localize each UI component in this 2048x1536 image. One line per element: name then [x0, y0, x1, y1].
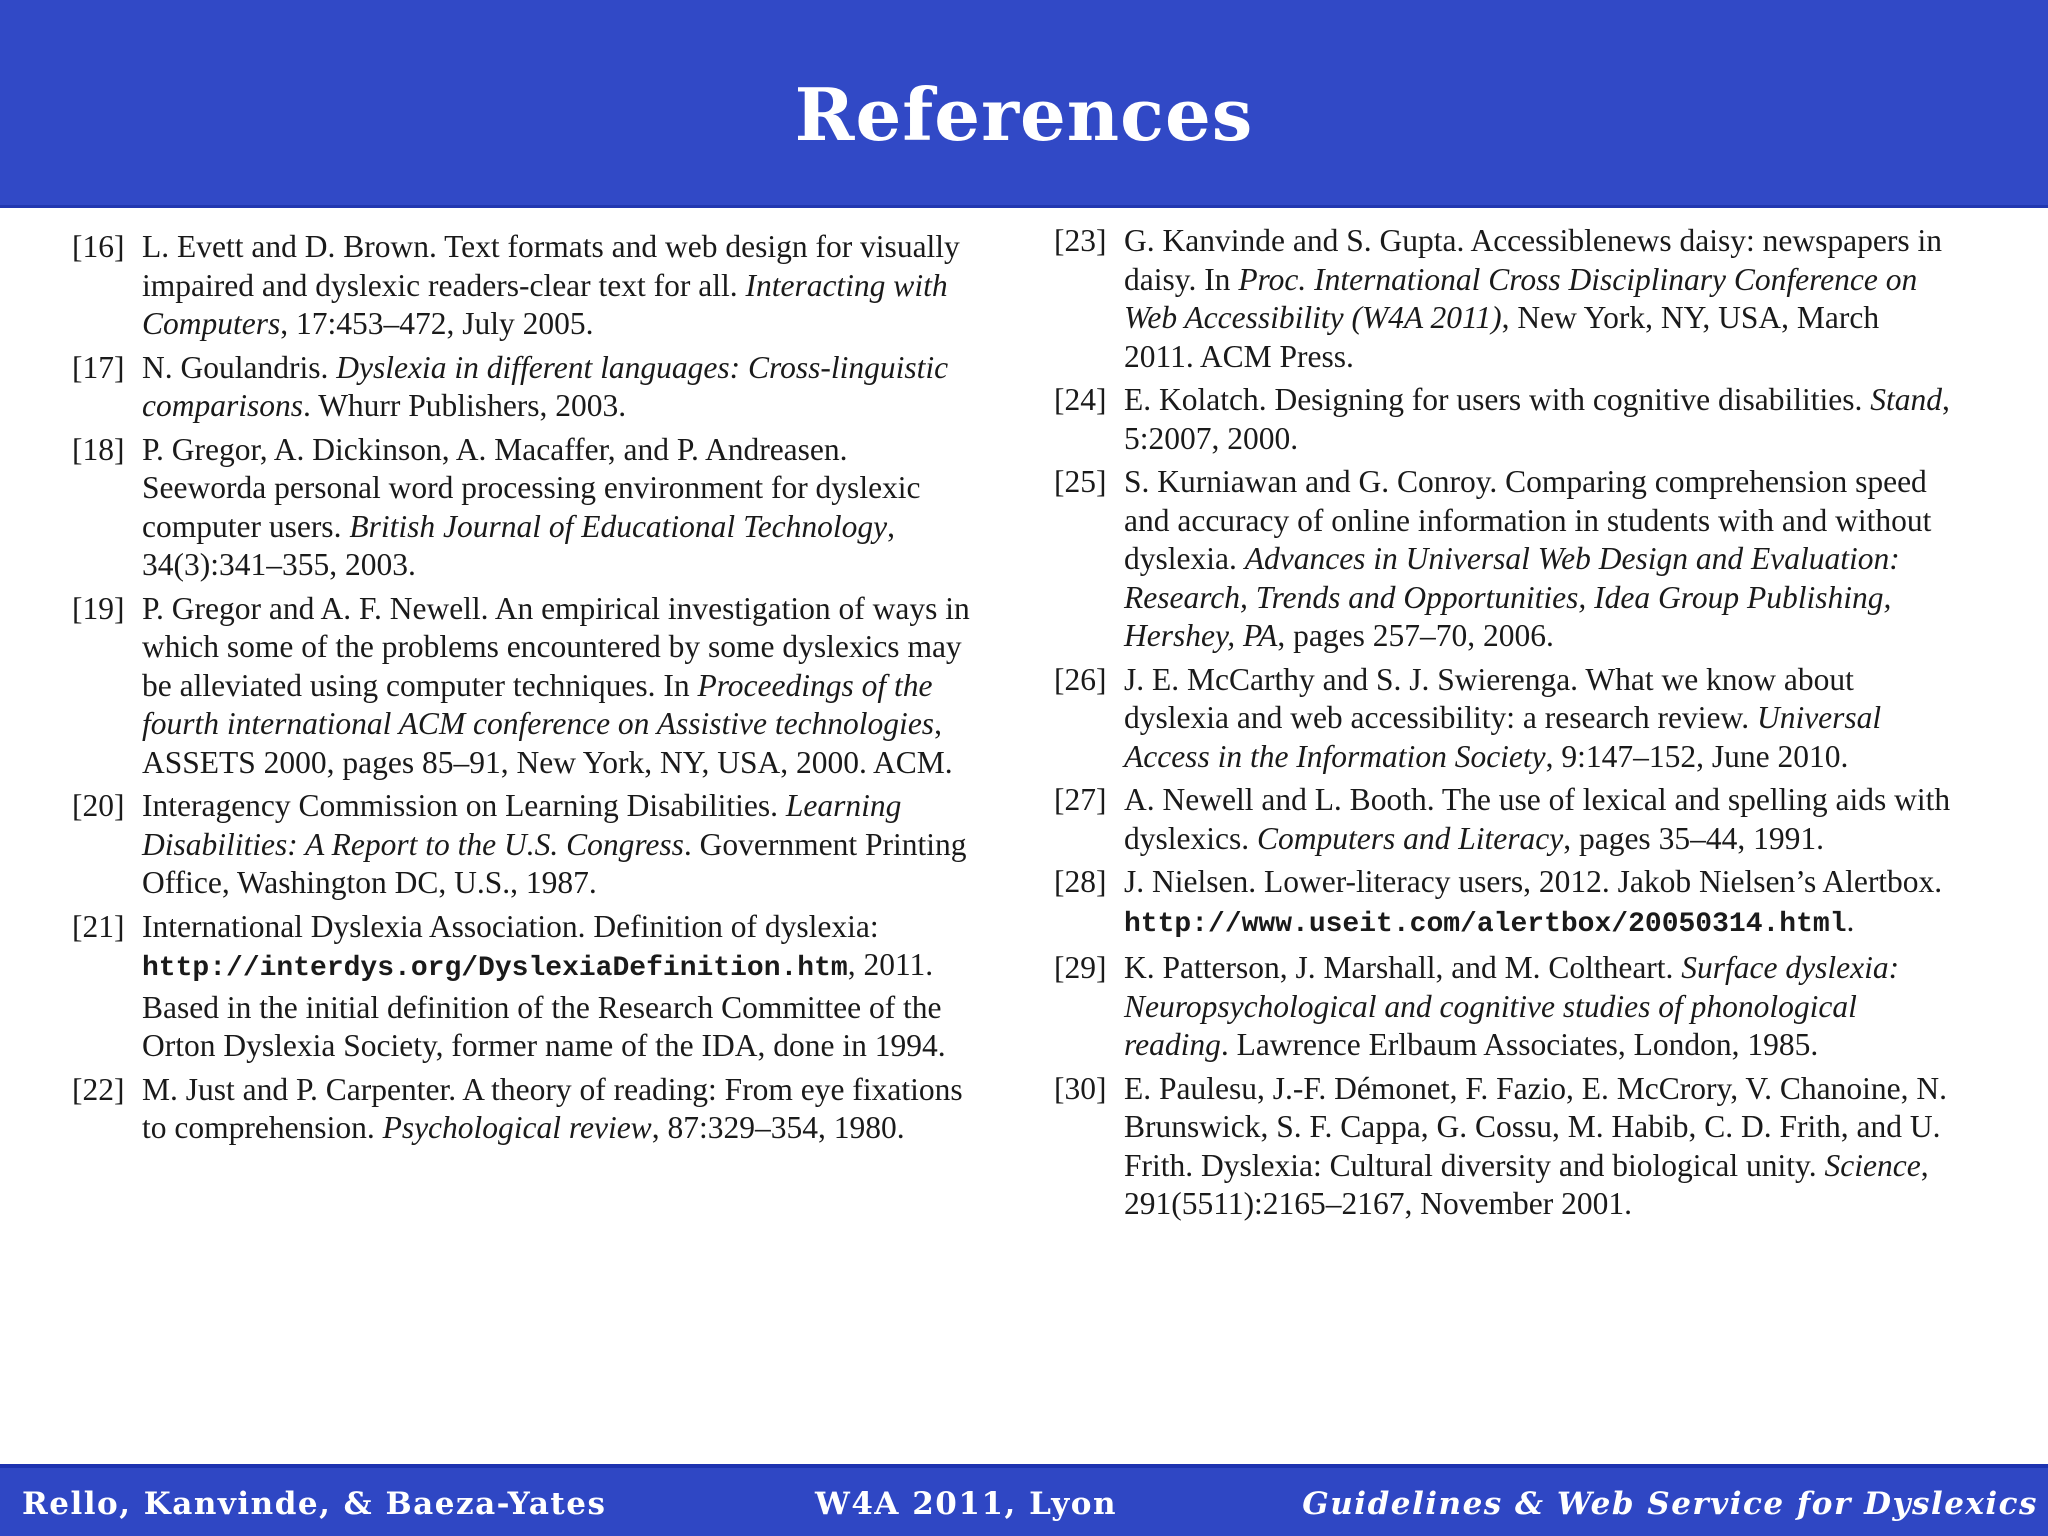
reference-text: [142, 431, 972, 585]
reference-text: [142, 590, 972, 783]
reference-text: [1124, 949, 1954, 1065]
reference-text: [1124, 463, 1954, 656]
references-column-left: [72, 228, 972, 1153]
reference-segment: , 291(5511):2165–2167, November 2001.: [1124, 1147, 1929, 1221]
reference-segment: , New York, NY, USA, March 2011. ACM Press.: [1124, 300, 1880, 374]
reference-text: [142, 908, 972, 1066]
reference-segment: , pages 257–70, 2006.: [1277, 618, 1554, 653]
slide-footer: [0, 1464, 2048, 1536]
reference-number: [30]: [1054, 1070, 1107, 1106]
reference-item: [72, 908, 972, 1066]
reference-segment: . Lawrence Erlbaum Associates, London, 1985.: [1220, 1027, 1819, 1062]
reference-text: [1124, 661, 1954, 777]
reference-segment: N. Goulandris.: [142, 349, 337, 385]
reference-segment: G. Kanvinde and S. Gupta. Accessiblenews daisy: newspapers in daisy. In: [1124, 223, 1942, 297]
reference-italic-title: British Journal of Educational Technology: [349, 508, 888, 544]
cut-off-text-fragment: [1124, 208, 1384, 212]
reference-italic-title: Universal Access in the Information Society: [1124, 700, 1882, 774]
reference-segment: J. Nielsen. Lower-literacy users, 2012. Jakob Nielsen’s Alertbox.: [1124, 864, 1943, 899]
reference-italic-title: Psychological review: [382, 1110, 652, 1145]
reference-segment: E. Paulesu, J.-F. Démonet, F. Fazio, E. McCrory, V. Chanoine, N. Brunswick, S. F. Cappa, G. Cossu, M. Habib, C. D. Frith, and U. Frith. Dyslexia: Cultural diversity and biological unity.: [1124, 1070, 1947, 1183]
reference-segment: P. Gregor, A. Dickinson, A. Macaffer, and P. Andreasen. Seeworda personal word processing environment for dyslexic computer users.: [142, 431, 921, 544]
reference-item: [72, 1071, 972, 1148]
reference-item: [72, 787, 972, 903]
reference-segment: International Dyslexia Association. Definition of dyslexia:: [142, 908, 879, 944]
reference-text: [142, 349, 972, 426]
reference-segment: , 17:453–472, July 2005.: [280, 306, 594, 341]
reference-item: [72, 349, 972, 426]
reference-segment: A. Newell and L. Booth. The use of lexical and spelling aids with dyslexics.: [1124, 782, 1951, 856]
reference-number: [25]: [1054, 464, 1107, 499]
reference-item: [1054, 463, 1954, 656]
reference-segment: S. Kurniawan and G. Conroy. Comparing comprehension speed and accuracy of online information in students with and without dyslexia.: [1124, 464, 1932, 576]
reference-segment: P. Gregor and A. F. Newell. An empirical investigation of ways in which some of the problems encountered by some dyslexics may be alleviated using computer techniques. In: [142, 590, 970, 703]
reference-segment: M. Just and P. Carpenter. A theory of reading: From eye fixations to comprehension.: [142, 1071, 963, 1145]
reference-item: [1054, 661, 1954, 777]
slide-title: References: [794, 72, 1254, 157]
reference-item: [72, 431, 972, 585]
reference-number: [17]: [72, 349, 125, 385]
reference-number: [16]: [72, 229, 125, 264]
reference-segment: , 2011. Based in the initial definition of the Research Committee of the Orton Dyslexia Society, former name of the IDA, done in 1994.: [142, 947, 946, 1063]
reference-text: [1124, 381, 1954, 458]
reference-italic-title: Stand: [1870, 382, 1943, 417]
reference-text: [1124, 863, 1954, 944]
reference-number: [24]: [1054, 382, 1107, 417]
reference-number: [28]: [1054, 864, 1107, 899]
reference-italic-title: Dyslexia in different languages: Cross-linguistic comparisons: [142, 349, 949, 423]
slide-header: [0, 0, 2048, 208]
reference-segment: , 5:2007, 2000.: [1124, 382, 1950, 456]
reference-text: [1124, 1070, 1954, 1224]
reference-italic-title: Science: [1824, 1147, 1921, 1183]
reference-item: [72, 228, 972, 344]
reference-text: [1124, 222, 1954, 376]
reference-italic-title: Proceedings of the fourth international ACM conference on Assistive technologies: [142, 667, 935, 741]
reference-segment: . Government Printing Office, Washington DC, U.S., 1987.: [142, 826, 967, 900]
footer-venue: W4A 2011, Lyon: [815, 1486, 1118, 1522]
references-content: [0, 208, 2048, 1464]
reference-segment: , 34(3):341–355, 2003.: [142, 508, 896, 582]
reference-item: [1054, 781, 1954, 858]
reference-number: [21]: [72, 908, 125, 944]
reference-item: [72, 590, 972, 783]
reference-text: [142, 787, 972, 903]
footer-talk-title: Guidelines & Web Service for Dyslexics: [1302, 1486, 2038, 1522]
reference-italic-title: Computers and Literacy: [1256, 820, 1564, 856]
reference-number: [22]: [72, 1071, 125, 1107]
reference-url: http://www.useit.com/alertbox/20050314.html: [1124, 908, 1847, 940]
reference-segment: Interagency Commission on Learning Disabilities.: [142, 788, 786, 823]
reference-segment: E. Kolatch. Designing for users with cognitive disabilities.: [1124, 382, 1871, 417]
reference-segment: L. Evett and D. Brown. Text formats and web design for visually impaired and dyslexic readers-clear text for all.: [142, 229, 960, 303]
reference-number: [27]: [1054, 782, 1107, 817]
reference-number: [26]: [1054, 661, 1107, 697]
reference-item: [1054, 381, 1954, 458]
reference-url: http://interdys.org/DyslexiaDefinition.htm: [142, 953, 848, 984]
reference-number: [20]: [72, 788, 125, 823]
reference-segment: , pages 35–44, 1991.: [1563, 820, 1824, 856]
reference-segment: , 9:147–152, June 2010.: [1545, 738, 1849, 774]
reference-segment: , 87:329–354, 1980.: [651, 1110, 905, 1145]
reference-number: [19]: [72, 590, 125, 626]
reference-item: [1054, 863, 1954, 944]
reference-number: [23]: [1054, 223, 1107, 258]
reference-segment: , ASSETS 2000, pages 85–91, New York, NY, USA, 2000. ACM.: [142, 706, 953, 780]
reference-item: [1054, 1070, 1954, 1224]
reference-number: [18]: [72, 431, 125, 467]
reference-segment: K. Patterson, J. Marshall, and M. Coltheart.: [1124, 950, 1682, 985]
reference-segment: . Whurr Publishers, 2003.: [303, 388, 627, 423]
reference-italic-title: Proc. International Cross Disciplinary Conference on Web Accessibility (W4A 2011): [1124, 261, 1918, 335]
reference-text: [142, 228, 972, 344]
reference-text: [1124, 781, 1954, 858]
reference-item: [1054, 222, 1954, 376]
footer-authors: Rello, Kanvinde, & Baeza-Yates: [22, 1486, 607, 1522]
reference-segment: .: [1846, 902, 1855, 938]
reference-text: [142, 1071, 972, 1148]
reference-italic-title: Surface dyslexia: Neuropsychological and cognitive studies of phonological reading: [1124, 950, 1900, 1062]
reference-item: [1054, 949, 1954, 1065]
reference-italic-title: Interacting with Computers: [142, 267, 948, 341]
reference-italic-title: Advances in Universal Web Design and Evaluation: Research, Trends and Opportunities, Idea Group Publishing, Hershey, PA: [1124, 541, 1900, 653]
reference-italic-title: Learning Disabilities: A Report to the U.S. Congress: [142, 788, 902, 862]
reference-number: [29]: [1054, 950, 1107, 985]
references-column-right: [1054, 222, 1954, 1229]
reference-segment: J. E. McCarthy and S. J. Swierenga. What we know about dyslexia and web accessibility: a research review.: [1124, 661, 1854, 735]
